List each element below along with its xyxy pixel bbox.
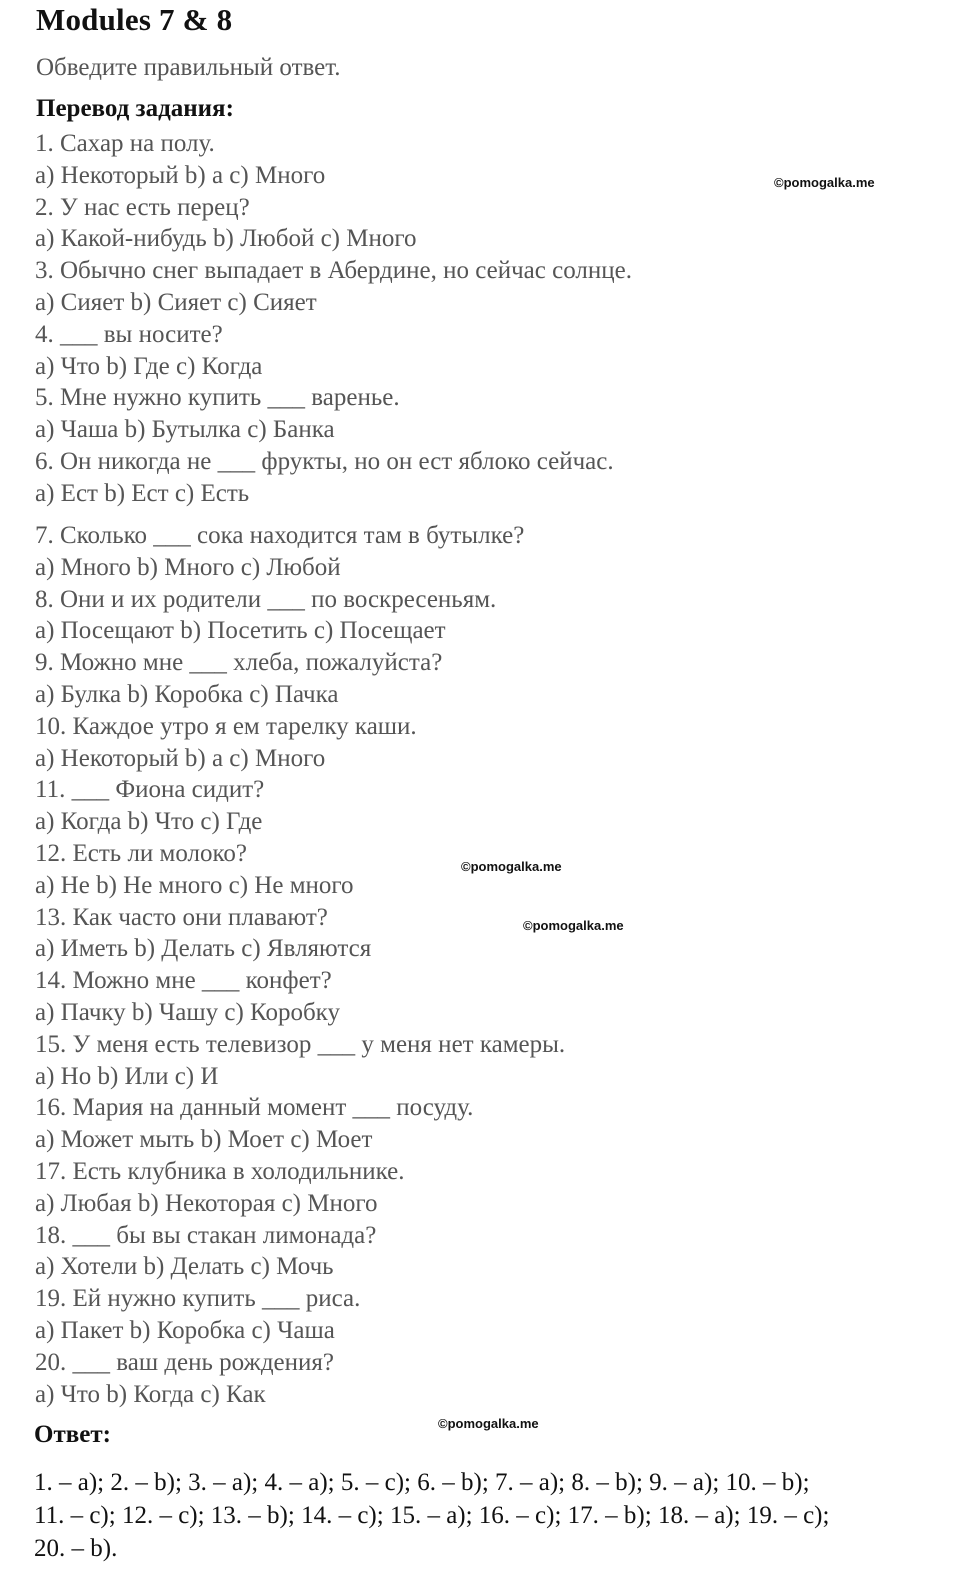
question-line: 20. ___ ваш день рождения?: [35, 1348, 334, 1376]
question-line: 13. Как часто они плавают?: [35, 903, 328, 931]
question-line: a) Какой-нибудь b) Любой c) Много: [35, 225, 417, 253]
answer-line: 1. – a); 2. – b); 3. – a); 4. – a); 5. – c); 6. – b); 7. – a); 8. – b); 9. – a); 10. – b);: [34, 1469, 810, 1496]
page-title: Modules 7 & 8: [36, 2, 233, 37]
question-line: 3. Обычно снег выпадает в Абердине, но сейчас солнце.: [35, 257, 632, 285]
question-line: 1. Сахар на полу.: [35, 130, 215, 157]
question-line: 7. Сколько ___ сока находится там в бутылке?: [35, 522, 525, 549]
question-line: a) Что b) Где c) Когда: [35, 352, 263, 380]
question-line: a) Некоторый b) a c) Много: [35, 744, 326, 772]
translation-heading: Перевод задания:: [36, 95, 234, 122]
question-line: 15. У меня есть телевизор ___ у меня нет камеры.: [35, 1030, 566, 1058]
question-line: a) Не b) Не много c) Не много: [35, 871, 354, 899]
question-line: a) Когда b) Что c) Где: [35, 808, 263, 836]
questions-block-1: [35, 128, 632, 510]
answers-block: [34, 1466, 934, 1565]
question-line: 16. Мария на данный момент ___ посуду.: [35, 1094, 474, 1122]
question-line: 4. ___ вы носите?: [35, 320, 223, 348]
instruction-text: Обведите правильный ответ.: [36, 54, 341, 81]
question-line: a) Посещают b) Посетить c) Посещает: [35, 617, 446, 645]
question-line: a) Может мыть b) Моет c) Моет: [35, 1126, 373, 1154]
question-line: 8. Они и их родители ___ по воскресеньям.: [35, 585, 497, 613]
watermark: ©pomogalka.me: [461, 859, 562, 874]
question-line: a) Пачку b) Чашу c) Коробку: [35, 998, 340, 1026]
question-line: a) Сияет b) Сияет c) Сияет: [35, 288, 317, 316]
question-line: 11. ___ Фиона сидит?: [35, 776, 265, 804]
question-line: a) Много b) Много c) Любой: [35, 553, 341, 581]
question-line: a) Любая b) Некоторая c) Много: [35, 1189, 378, 1217]
question-line: 5. Мне нужно купить ___ варенье.: [35, 384, 400, 412]
question-line: 14. Можно мне ___ конфет?: [35, 967, 332, 995]
answer-line: 11. – c); 12. – c); 13. – b); 14. – c); 15. – a); 16. – c); 17. – b); 18. – a); 19. – c);: [34, 1502, 830, 1529]
question-line: 2. У нас есть перец?: [35, 193, 250, 221]
question-line: a) Пакет b) Коробка c) Чаша: [35, 1316, 335, 1344]
question-line: 17. Есть клубника в холодильнике.: [35, 1157, 405, 1185]
question-line: 10. Каждое утро я ем тарелку каши.: [35, 712, 417, 740]
watermark: ©pomogalka.me: [438, 1416, 539, 1431]
question-line: a) Но b) Или c) И: [35, 1062, 219, 1090]
question-line: a) Хотели b) Делать c) Мочь: [35, 1253, 334, 1281]
questions-block-2: [35, 520, 565, 1410]
question-line: 6. Он никогда не ___ фрукты, но он ест яблоко сейчас.: [35, 447, 614, 475]
watermark: ©pomogalka.me: [523, 918, 624, 933]
question-line: a) Некоторый b) a c) Много: [35, 161, 326, 189]
answer-heading: Ответ:: [34, 1421, 111, 1448]
question-line: a) Чаша b) Бутылка c) Банка: [35, 416, 335, 444]
question-line: 12. Есть ли молоко?: [35, 839, 247, 867]
question-line: a) Булка b) Коробка c) Пачка: [35, 680, 339, 708]
question-line: 19. Ей нужно купить ___ риса.: [35, 1285, 361, 1313]
question-line: a) Иметь b) Делать c) Являются: [35, 935, 372, 963]
answer-line: 20. – b).: [34, 1535, 118, 1562]
question-line: a) Что b) Когда c) Как: [35, 1380, 266, 1408]
question-line: 9. Можно мне ___ хлеба, пожалуйста?: [35, 649, 443, 677]
question-line: a) Ест b) Ест c) Есть: [35, 479, 250, 507]
watermark: ©pomogalka.me: [774, 175, 875, 190]
question-line: 18. ___ бы вы стакан лимонада?: [35, 1221, 377, 1249]
